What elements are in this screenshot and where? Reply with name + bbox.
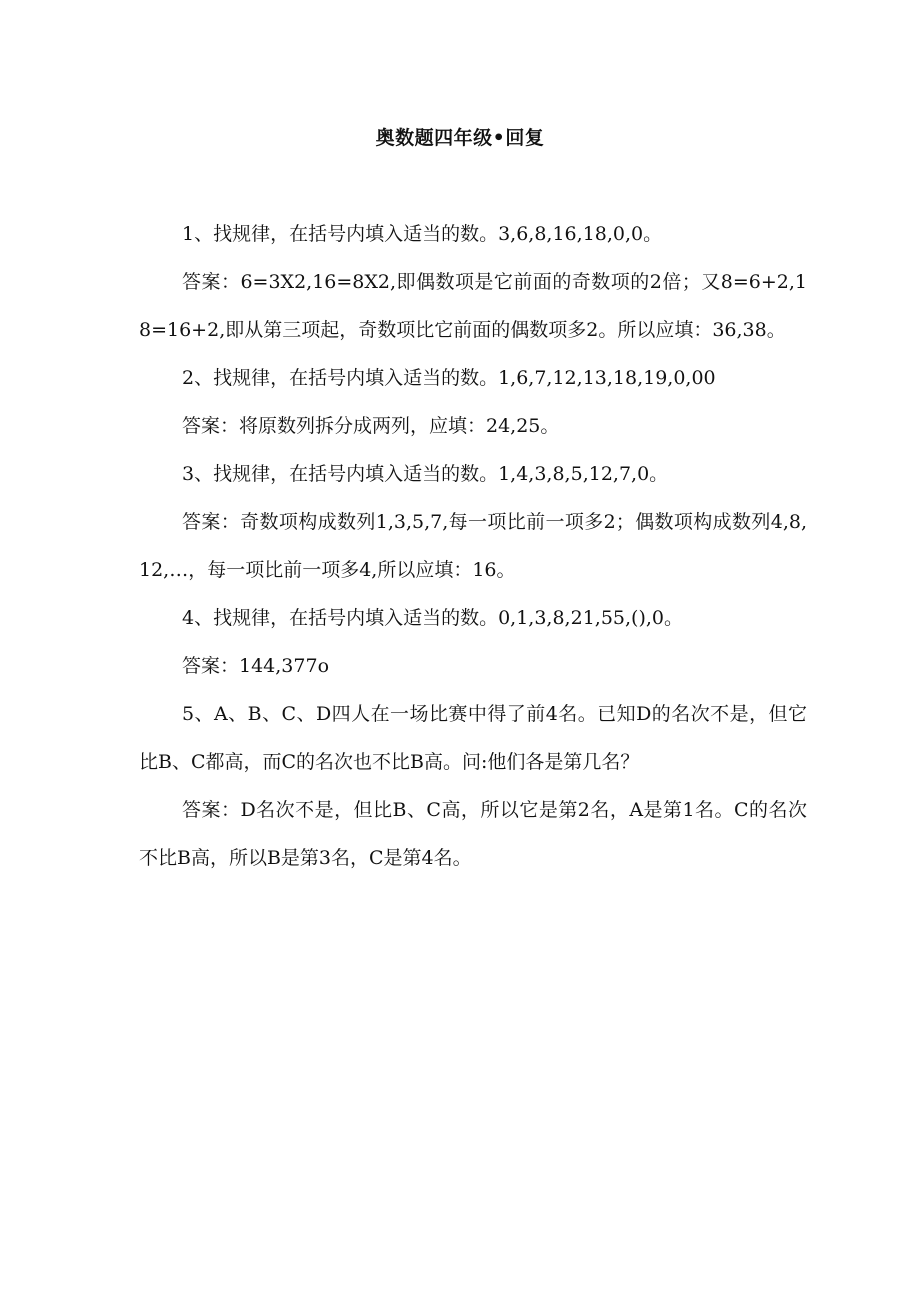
question-5: 5、A、B、C、D四人在一场比赛中得了前4名。已知D的名次不是，但它比B、C都高，而C的名次也不比B高。问:他们各是第几名？ bbox=[139, 703, 807, 773]
document-body bbox=[139, 210, 807, 882]
document-title: 奥数题四年级•回复 bbox=[375, 127, 545, 149]
question-1: 1、找规律，在括号内填入适当的数。3,6,8,16,18,0,0。 bbox=[182, 223, 663, 245]
question-2: 2、找规律，在括号内填入适当的数。1,6,7,12,13,18,19,0,00 bbox=[182, 367, 716, 389]
answer-2: 答案：将原数列拆分成两列，应填：24,25。 bbox=[182, 415, 560, 437]
answer-4: 答案：144,377o bbox=[182, 655, 330, 677]
question-3: 3、找规律，在括号内填入适当的数。1,4,3,8,5,12,7,0。 bbox=[182, 463, 669, 485]
answer-3: 答案：奇数项构成数列1,3,5,7,每一项比前一项多2；偶数项构成数列4,8,12,…，每一项比前一项多4,所以应填：16。 bbox=[139, 511, 807, 581]
answer-5: 答案：D名次不是，但比B、C高，所以它是第2名，A是第1名。C的名次不比B高，所以B是第3名，C是第4名。 bbox=[139, 799, 807, 869]
question-4: 4、找规律，在括号内填入适当的数。0,1,3,8,21,55,(),0。 bbox=[182, 607, 683, 629]
answer-1: 答案：6=3X2,16=8X2,即偶数项是它前面的奇数项的2倍；又8=6+2,18=16+2,即从第三项起，奇数项比它前面的偶数项多2。所以应填：36,38。 bbox=[139, 271, 807, 341]
